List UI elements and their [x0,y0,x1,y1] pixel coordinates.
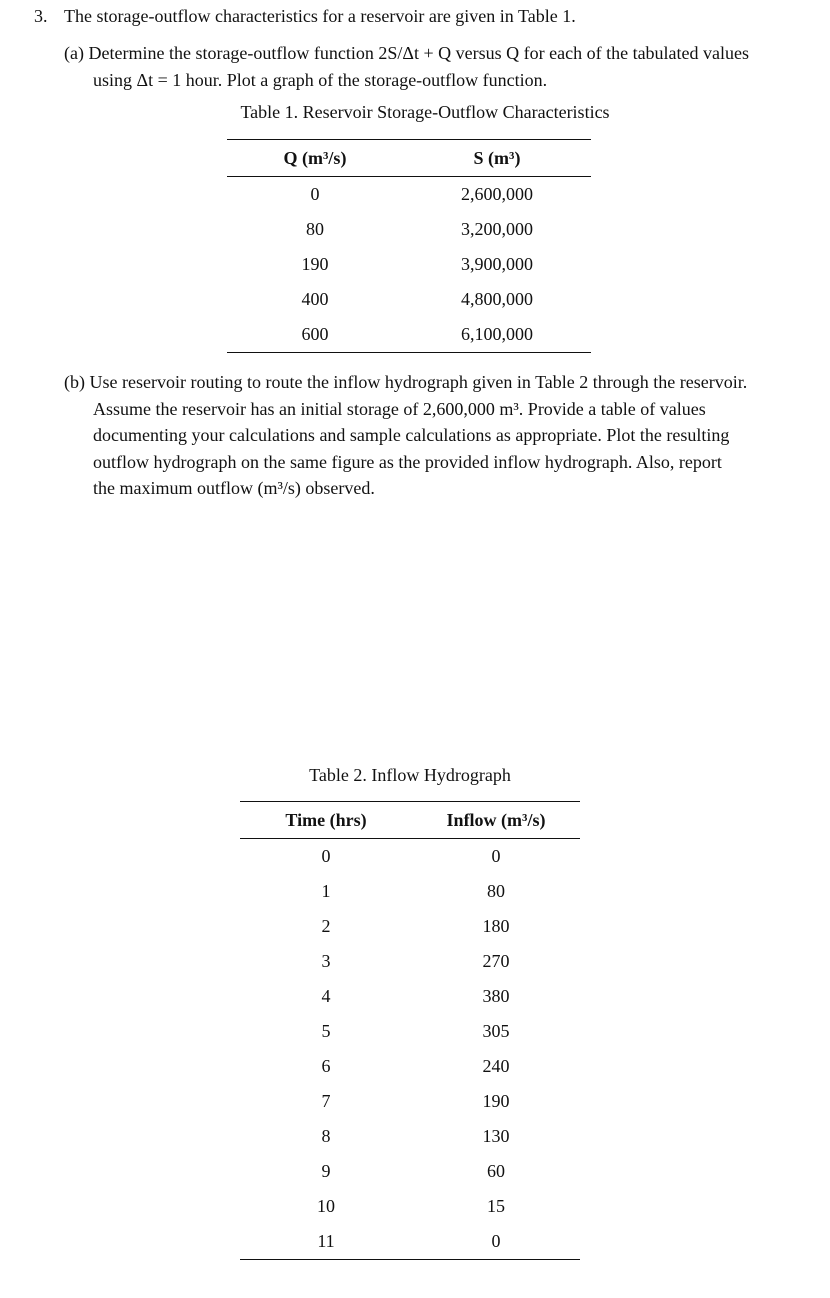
table1 [227,139,591,353]
table1-caption: Table 1. Reservoir Storage-Outflow Characteristics [240,102,610,122]
table-cell: 190 [482,1091,510,1111]
table-cell: 270 [482,951,510,971]
table2-col-inflow: Inflow (m³/s) [412,802,580,839]
table-row [240,944,580,979]
table2-col-time: Time (hrs) [240,802,412,839]
table-cell: 190 [301,254,329,274]
table-row [227,212,591,247]
table-row [227,247,591,282]
table-cell: 4 [321,986,331,1006]
table-row [240,839,580,875]
table-row [240,909,580,944]
table-cell: 0 [310,184,320,204]
question-number: 3. [34,6,48,26]
table-cell: 6,100,000 [403,317,591,353]
table-cell: 1 [321,881,331,901]
table2 [240,801,580,1260]
table-cell: 80 [306,219,324,239]
question-text: The storage-outflow characteristics for a reservoir are given in Table 1. [64,6,576,26]
table-cell: 2 [321,916,331,936]
part-b-line2: Assume the reservoir has an initial storage of 2,600,000 m³. Provide a table of values [93,398,706,419]
part-a [64,40,786,93]
table-cell: 3 [321,951,331,971]
table-cell: 7 [321,1091,331,1111]
table-cell: 60 [487,1161,505,1181]
table-row [227,282,591,317]
table2-caption: Table 2. Inflow Hydrograph [309,765,511,785]
table-cell: 400 [301,289,329,309]
table-row [240,1014,580,1049]
table-cell: 0 [491,846,501,866]
table-cell: 5 [321,1021,331,1041]
table-cell: 180 [482,916,510,936]
part-b-line3: documenting your calculations and sample calculations as appropriate. Plot the resulting [93,425,730,445]
table-cell: 15 [487,1196,505,1216]
table-cell: 600 [227,317,403,353]
table-cell: 8 [321,1126,331,1146]
table-cell: 4,800,000 [461,289,533,309]
table-row [240,979,580,1014]
table-row [240,1084,580,1119]
table2-header-row [240,802,580,839]
part-b-label: (b) [64,372,85,392]
table-cell: 130 [482,1126,510,1146]
table-row [240,1154,580,1189]
table-cell: 3,900,000 [461,254,533,274]
table-row [227,317,591,353]
part-b [64,369,786,502]
table1-col-s: S (m³) [403,140,591,177]
table1-col-q: Q (m³/s) [227,140,403,177]
part-a-label: (a) [64,43,84,63]
table-row [240,874,580,909]
part-a-line1: Determine the storage-outflow function 2S/Δt + Q versus Q for each of the tabulated values [88,43,750,63]
table-cell: 305 [482,1021,510,1041]
question-stem [34,6,576,27]
table-cell: 0 [321,846,331,866]
table-cell: 2,600,000 [461,184,533,204]
table-row [240,1224,580,1260]
table-row [240,1119,580,1154]
table1-header-row [227,140,591,177]
table-cell: 0 [412,1224,580,1260]
part-a-line2: using Δt = 1 hour. Plot a graph of the storage-outflow function. [93,69,548,90]
table-cell: 9 [321,1161,331,1181]
table-cell: 6 [321,1056,331,1076]
table-cell: 80 [487,881,505,901]
table-cell: 380 [482,986,510,1006]
table-cell: 240 [482,1056,510,1076]
table-cell: 11 [240,1224,412,1260]
table-row [240,1189,580,1224]
table-cell: 3,200,000 [461,219,533,239]
table-row [240,1049,580,1084]
part-b-line1: Use reservoir routing to route the inflow hydrograph given in Table 2 through the reservoir. [89,372,748,392]
part-b-line5: the maximum outflow (m³/s) observed. [93,478,375,498]
part-b-line4: outflow hydrograph on the same figure as the provided inflow hydrograph. Also, report [93,451,722,472]
table-row [227,177,591,213]
table-cell: 10 [317,1196,335,1216]
